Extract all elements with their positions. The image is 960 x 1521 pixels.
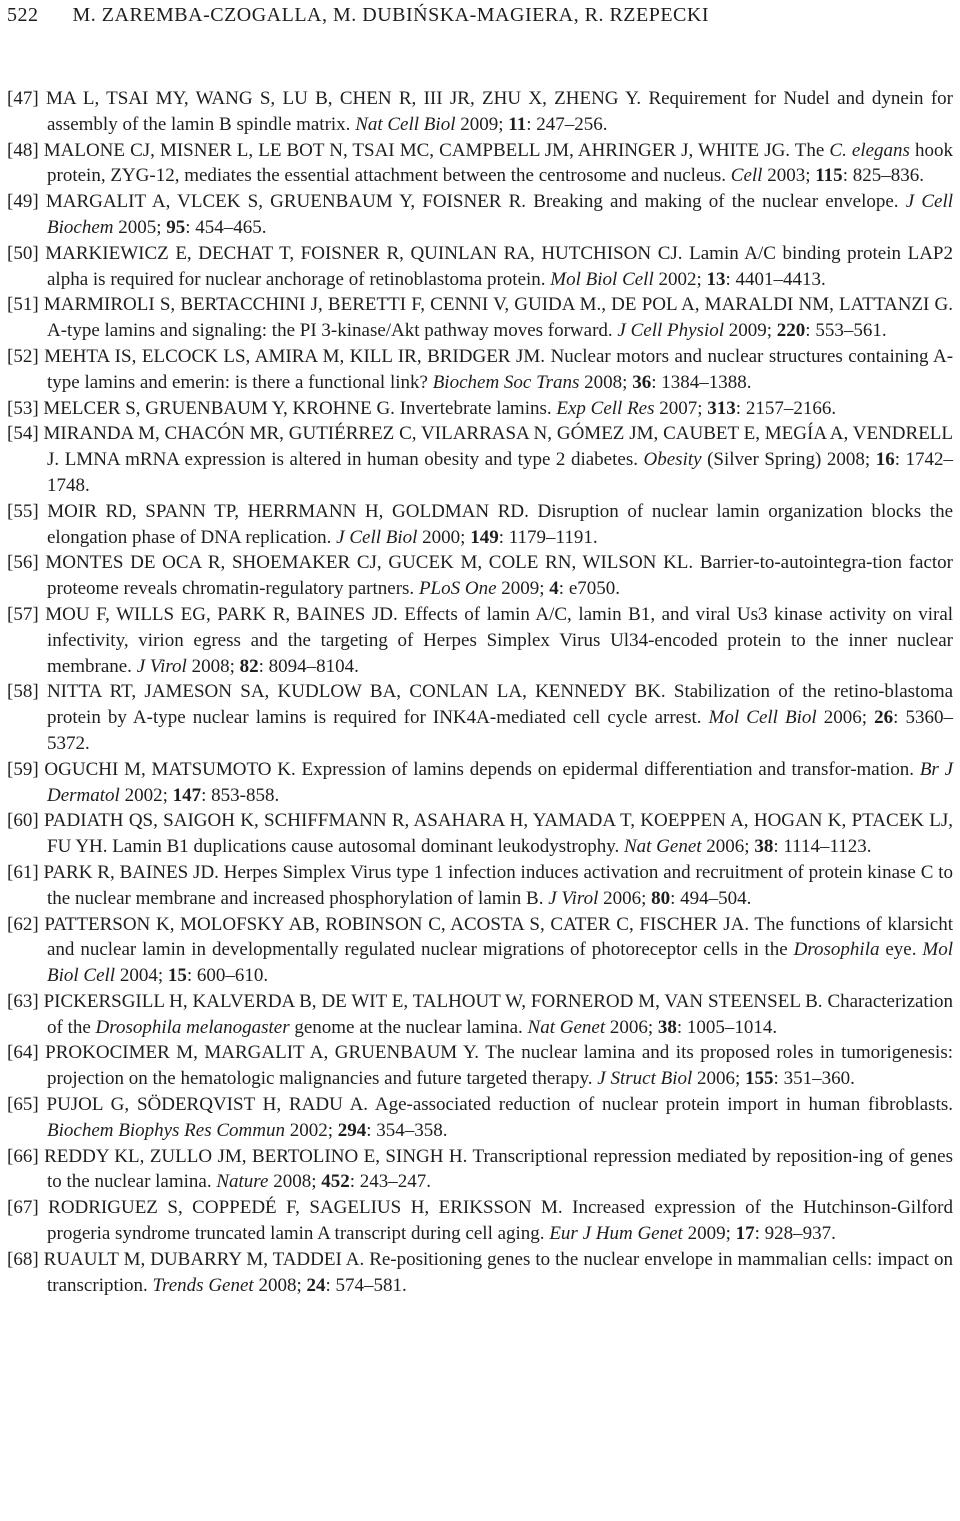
reference-item [7, 989, 953, 1041]
page-number: 522 [7, 4, 39, 26]
reference-item [7, 86, 953, 138]
reference-authors: MARGALIT A, VLCEK S, GRUENBAUM Y, FOISNER R. [45, 191, 527, 213]
reference-text: 2006; [598, 887, 652, 909]
reference-text: : 600–610. [186, 965, 269, 987]
reference-number: [68] [7, 1248, 39, 1270]
reference-text: 2009; [724, 320, 777, 342]
reference-text: : 247–256. [526, 113, 608, 135]
reference-volume: 38 [754, 836, 774, 858]
reference-number: [51] [7, 294, 39, 316]
reference-authors: REDDY KL, ZULLO JM, BERTOLINO E, SINGH H. [44, 1145, 468, 1167]
reference-text: : e7050. [558, 578, 621, 600]
reference-number: [62] [7, 913, 39, 935]
reference-journal: Trends Genet [152, 1274, 254, 1296]
reference-journal: Obesity [643, 449, 702, 471]
reference-text: 2000; [417, 526, 471, 548]
reference-authors: MIRANDA M, CHACÓN MR, GUTIÉRREZ C, VILARRASA N, GÓMEZ JM, CAUBET E, MEGÍA A, VENDRELL J. [43, 423, 954, 471]
reference-volume: 16 [875, 449, 895, 471]
reference-number: [56] [7, 552, 39, 574]
reference-authors: RUAULT M, DUBARRY M, TADDEI A. [43, 1248, 365, 1270]
reference-text: hook protein, ZYG-12, mediates the essential attachment between the centrosome and nucleus. [47, 139, 954, 187]
reference-text: : 853-858. [201, 784, 280, 806]
reference-text: : 5360–5372. [47, 707, 954, 754]
reference-text: 2008; [268, 1171, 322, 1193]
reference-journal: Mol Biol Cell [550, 268, 654, 290]
reference-number: [61] [7, 861, 39, 883]
reference-item [7, 1247, 953, 1299]
reference-item [7, 292, 953, 344]
reference-text: : 825–836. [842, 165, 924, 187]
reference-text: The [794, 139, 830, 161]
reference-item [7, 499, 953, 551]
reference-authors: MA L, TSAI MY, WANG S, LU B, CHEN R, III JR, ZHU X, ZHENG Y. [45, 88, 642, 109]
reference-authors: PUJOL G, SÖDERQVIST H, RADU A. [46, 1094, 369, 1116]
reference-item [7, 808, 953, 860]
reference-text: : 1005–1014. [676, 1016, 778, 1038]
reference-text: 2003; [762, 165, 816, 187]
reference-journal: Mol Biol Cell [47, 939, 953, 987]
reference-journal: PLoS One [418, 578, 497, 600]
reference-text: 2008; [253, 1274, 307, 1296]
reference-number: [64] [7, 1042, 39, 1064]
reference-journal: Br J Dermatol [47, 758, 954, 806]
reference-authors: MARKIEWICZ E, DECHAT T, FOISNER R, QUINLAN RA, HUTCHISON CJ. [45, 242, 683, 264]
reference-title: The nuclear lamina and its proposed roles in tumorigenesis: projection on the hematologic malignancies and future targeted therapy. [47, 1042, 954, 1090]
reference-title: Lamin B1 duplications cause autosomal dominant leukodystrophy. [112, 836, 620, 858]
reference-volume: 24 [306, 1274, 326, 1296]
reference-item [7, 421, 953, 498]
reference-journal: Nature [216, 1171, 269, 1193]
reference-volume: 313 [707, 397, 736, 419]
reference-title: Stabilization of the retino-blastoma protein by A-type nuclear lamins is required for INK4A-mediated cell cycle arrest. [47, 681, 954, 729]
reference-authors: MOU F, WILLS EG, PARK R, BAINES JD. [45, 603, 398, 625]
reference-authors: PADIATH QS, SAIGOH K, SCHIFFMANN R, ASAHARA H, YAMADA T, KOEPPEN A, HOGAN K, PTACEK LJ, FU YH. [43, 810, 954, 858]
reference-title: LMNA mRNA expression is altered in human obesity and type 2 diabetes. [64, 449, 638, 471]
reference-item [7, 679, 953, 756]
reference-item [7, 344, 953, 396]
reference-authors: RODRIGUEZ S, COPPEDÉ F, SAGELIUS H, ERIKSSON M. [48, 1197, 563, 1219]
reference-journal: J Cell Biol [336, 526, 418, 548]
reference-text: 2006; [816, 707, 875, 729]
reference-authors: MARMIROLI S, BERTACCHINI J, BERETTI F, CENNI V, GUIDA M., DE POL A, MARALDI NM, LATTANZI G. [43, 294, 953, 316]
reference-number: [58] [7, 681, 39, 703]
reference-volume: 220 [776, 320, 806, 342]
reference-title: Age-associated reduction of nuclear protein import in human fibroblasts. [374, 1094, 954, 1116]
reference-number: [65] [7, 1094, 39, 1116]
reference-item [7, 1040, 953, 1092]
reference-text: Characterization of the [47, 990, 953, 1038]
reference-text: 2009; [682, 1223, 736, 1245]
reference-text: 2005; [113, 216, 167, 238]
reference-journal: Nat Cell Biol [355, 113, 456, 135]
reference-text: : 8094–8104. [258, 655, 359, 677]
reference-item [7, 912, 953, 989]
reference-title: Increased expression of the Hutchinson-Gilford progeria syndrome truncated lamin A transcript during cell aging. [47, 1197, 954, 1245]
reference-text: : 4401–4413. [725, 268, 826, 290]
reference-journal: Biochem Soc Trans [432, 371, 580, 393]
reference-list [7, 86, 953, 1298]
running-title: M. ZAREMBA-CZOGALLA, M. DUBIŃSKA-MAGIERA, R. RZEPECKI [72, 4, 709, 26]
reference-number: [57] [7, 603, 39, 625]
reference-text: 2006; [701, 836, 755, 858]
reference-text: : 354–358. [366, 1119, 448, 1141]
reference-text: 2002; [284, 1119, 338, 1141]
reference-authors: MELCER S, GRUENBAUM Y, KROHNE G. [43, 397, 395, 419]
reference-text: 2006; [692, 1068, 746, 1090]
reference-text: : 243–247. [349, 1171, 431, 1193]
reference-item [7, 1195, 953, 1247]
reference-number: [48] [7, 139, 39, 161]
reference-journal: Drosophila melanogaster [95, 1016, 290, 1038]
reference-text: 2004; [115, 965, 168, 987]
reference-journal: C. elegans [829, 139, 910, 161]
reference-title: Herpes Simplex Virus type 1 infection induces activation and recruitment of protein kinase C to the nuclear membrane and increased phosphorylation of lamin B. [47, 861, 954, 909]
reference-authors: MOIR RD, SPANN TP, HERRMANN H, GOLDMAN RD. [47, 500, 529, 522]
reference-authors: MALONE CJ, MISNER L, LE BOT N, TSAI MC, CAMPBELL JM, AHRINGER J, WHITE JG. [43, 139, 791, 161]
reference-title: Requirement for Nudel and dynein for assembly of the lamin B spindle matrix. [47, 88, 954, 135]
reference-number: [54] [7, 423, 39, 445]
reference-authors: PATTERSON K, MOLOFSKY AB, ROBINSON C, ACOSTA S, CATER C, FISCHER JA. [44, 913, 750, 935]
reference-volume: 147 [172, 784, 202, 806]
reference-volume: 26 [874, 707, 894, 729]
reference-authors: NITTA RT, JAMESON SA, KUDLOW BA, CONLAN LA, KENNEDY BK. [46, 681, 666, 703]
reference-journal: Mol Cell Biol [708, 707, 817, 729]
reference-volume: 82 [239, 655, 259, 677]
reference-journal: J Cell Physiol [617, 320, 725, 342]
reference-volume: 11 [508, 113, 527, 135]
reference-text: : 351–360. [773, 1068, 855, 1090]
reference-text: The functions of klarsicht and nuclear lamin in developmentally regulated nuclear migrations of photoreceptor cells in the [47, 913, 953, 961]
reference-authors: MEHTA IS, ELCOCK LS, AMIRA M, KILL IR, BRIDGER JM. [44, 345, 546, 367]
reference-text: : 2157–2166. [735, 397, 837, 419]
reference-text: eye. [879, 939, 923, 961]
reference-text: 2002; [653, 268, 707, 290]
reference-number: [47] [7, 88, 39, 109]
reference-text: 2008; [579, 371, 633, 393]
reference-title: Invertebrate lamins. [399, 397, 552, 419]
reference-item [7, 602, 953, 679]
reference-title: Re-positioning genes to the nuclear envelope in mammalian cells: impact on transcription. [47, 1248, 953, 1296]
reference-text: : 1742–1748. [47, 449, 954, 496]
reference-volume: 155 [745, 1068, 774, 1090]
page-header [7, 4, 709, 27]
reference-text: : 494–504. [670, 887, 752, 909]
reference-text: (Silver Spring) 2008; [701, 449, 876, 471]
reference-item [7, 1092, 953, 1144]
reference-journal: Exp Cell Res [556, 397, 655, 419]
reference-volume: 36 [632, 371, 652, 393]
reference-journal: J Virol [136, 655, 187, 677]
reference-journal: Eur J Hum Genet [549, 1223, 683, 1245]
reference-journal: J Struct Biol [597, 1068, 693, 1090]
reference-title: Breaking and making of the nuclear envelope. [533, 191, 899, 213]
reference-title: Disruption of nuclear lamin organization blocks the elongation phase of DNA replication. [47, 500, 953, 548]
reference-authors: MONTES DE OCA R, SHOEMAKER CJ, GUCEK M, COLE RN, WILSON KL. [45, 552, 694, 574]
reference-number: [55] [7, 500, 39, 522]
reference-item [7, 138, 953, 190]
reference-volume: 4 [549, 578, 559, 600]
reference-authors: PARK R, BAINES JD. [43, 861, 219, 883]
reference-item [7, 241, 953, 293]
reference-text: 2009; [496, 578, 550, 600]
reference-text: : 1384–1388. [651, 371, 752, 393]
reference-item [7, 1144, 953, 1196]
reference-text: : 454–465. [185, 216, 267, 238]
reference-authors: PROKOCIMER M, MARGALIT A, GRUENBAUM Y. [45, 1042, 480, 1064]
reference-number: [60] [7, 810, 39, 832]
reference-volume: 17 [735, 1223, 755, 1245]
reference-journal: J Virol [548, 887, 599, 909]
reference-number: [50] [7, 242, 39, 264]
reference-title: Lamin A/C binding protein LAP2 alpha is required for nuclear anchorage of retinoblastoma protein. [47, 242, 953, 290]
reference-volume: 13 [706, 268, 726, 290]
reference-item [7, 396, 953, 422]
reference-journal: Drosophila [793, 939, 880, 961]
reference-text: 2006; [605, 1016, 658, 1038]
reference-journal: Biochem Biophys Res Commun [47, 1119, 285, 1141]
reference-text: 2009; [455, 113, 509, 135]
reference-title: Nuclear motors and nuclear structures containing A-type lamins and emerin: is there a functional link? [47, 345, 954, 393]
reference-number: [53] [7, 397, 39, 419]
reference-number: [67] [7, 1197, 39, 1219]
reference-text: : 553–561. [805, 320, 887, 342]
reference-text: 2008; [186, 655, 240, 677]
reference-item [7, 860, 953, 912]
reference-text: : 1179–1191. [498, 526, 598, 548]
reference-item [7, 757, 953, 809]
reference-title: Transcriptional repression mediated by reposition-ing of genes to the nuclear lamina. [47, 1145, 953, 1193]
reference-authors: PICKERSGILL H, KALVERDA B, DE WIT E, TALHOUT W, FORNEROD M, VAN STEENSEL B. [43, 990, 823, 1012]
reference-journal: Nat Genet [527, 1016, 606, 1038]
reference-title: Barrier-to-autointegra-tion factor proteome reveals chromatin-regulatory partners. [47, 552, 953, 600]
reference-volume: 452 [321, 1171, 350, 1193]
reference-title: A-type lamins and signaling: the PI 3-kinase/Akt pathway moves forward. [47, 320, 613, 342]
reference-volume: 149 [470, 526, 499, 548]
reference-volume: 95 [166, 216, 186, 238]
reference-number: [63] [7, 990, 39, 1012]
reference-volume: 38 [657, 1016, 677, 1038]
reference-text: genome at the nuclear lamina. [289, 1016, 528, 1038]
reference-text: : 1114–1123. [773, 836, 872, 858]
reference-volume: 115 [815, 165, 843, 187]
reference-volume: 294 [337, 1119, 367, 1141]
reference-text: 2007; [654, 397, 708, 419]
reference-text: : 574–581. [325, 1274, 407, 1296]
reference-item [7, 550, 953, 602]
reference-text: : 928–937. [754, 1223, 836, 1245]
reference-number: [49] [7, 191, 39, 213]
reference-journal: J Cell Biochem [47, 191, 953, 238]
reference-volume: 15 [167, 965, 187, 987]
reference-number: [59] [7, 758, 39, 780]
reference-title: Expression of lamins depends on epidermal differentiation and transfor-mation. [301, 758, 915, 780]
reference-journal: Nat Genet [623, 836, 702, 858]
reference-volume: 80 [651, 887, 671, 909]
reference-number: [52] [7, 345, 39, 367]
reference-journal: Cell [730, 165, 763, 187]
reference-title: Effects of lamin A/C, lamin B1, and viral Us3 kinase activity on viral infectivity, virion egress and the targeting of Herpes Simplex Virus Ul34-encoded protein to the inner nuclear membrane. [47, 603, 954, 677]
reference-text: 2002; [119, 784, 173, 806]
reference-number: [66] [7, 1145, 39, 1167]
reference-authors: OGUCHI M, MATSUMOTO K. [44, 758, 296, 780]
reference-item [7, 189, 953, 241]
